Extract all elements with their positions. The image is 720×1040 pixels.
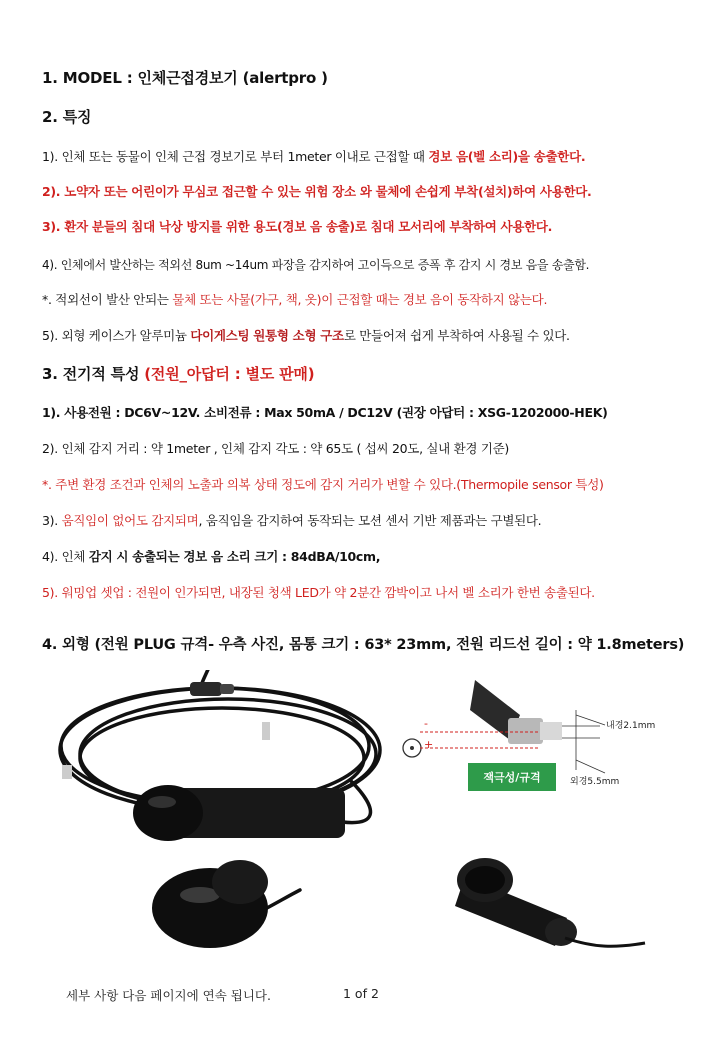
electrical-1: 1). 사용전원 : DC6V~12V. 소비전류 : Max 50mA / DC12V (권장 아답터 : XSG-1202000-HEK) bbox=[42, 405, 608, 420]
feature-note-text: *. 적외선이 발산 안되는 bbox=[42, 292, 173, 307]
appearance-heading: 4. 외형 (전원 PLUG 규격- 우측 사진, 몸통 크기 : 63* 23mm, 전원 리드선 길이 : 약 1.8meters) bbox=[42, 637, 685, 653]
polarity-badge: 잭극성/규격 bbox=[468, 763, 556, 791]
electrical-5: 5). 워밍업 셋업 : 전원이 인가되면, 내장된 청색 LED가 약 2분간 깜박이고 나서 벨 소리가 한번 송출된다. bbox=[42, 585, 595, 600]
electrical-note: *. 주변 환경 조건과 인체의 노출과 의복 상태 정도에 감지 거리가 변할 수 있다.(Thermopile sensor 특성) bbox=[42, 477, 604, 492]
feature-note bbox=[42, 290, 547, 308]
feature-1-text: 1). 인체 또는 동물이 인체 근접 경보기로 부터 1meter 이내로 근접할 때 bbox=[42, 149, 429, 164]
feature-1 bbox=[42, 147, 585, 165]
inner-diameter-label: 내경2.1mm bbox=[606, 721, 656, 731]
sensor-body-illustration bbox=[455, 848, 655, 958]
page-number: 1 of 2 bbox=[343, 986, 379, 1001]
continued-note: 세부 사항 다음 페이지에 연속 됩니다. bbox=[66, 988, 271, 1003]
feature-5-text-a: 5). 외형 케이스가 알루미늄 bbox=[42, 328, 191, 343]
electrical-3 bbox=[42, 511, 541, 529]
feature-5 bbox=[42, 326, 570, 344]
sensor-body-photo bbox=[455, 848, 655, 958]
feature-3: 3). 환자 분들의 침대 낙상 방지를 위한 용도(경보 음 송출)로 침대 모서리에 부착하여 사용한다. bbox=[42, 219, 553, 234]
electrical-2: 2). 인체 감지 거리 : 약 1meter , 인체 감지 각도 : 약 65도 ( 섭씨 20도, 실내 환경 기준) bbox=[42, 441, 509, 456]
outer-diameter-label: 외경5.5mm bbox=[570, 777, 620, 787]
plug-spec-diagram bbox=[400, 670, 690, 795]
electrical-3-text-b: , 움직임을 감지하여 동작되는 모션 센서 기반 제품과는 구별된다. bbox=[198, 513, 542, 528]
electrical-3-highlight: 움직임이 없어도 감지되며 bbox=[61, 513, 199, 528]
plus-symbol: + bbox=[424, 738, 434, 751]
feature-1-highlight: 경보 음(벨 소리)을 송출한다. bbox=[428, 149, 586, 164]
feature-note-highlight: 물체 또는 사물(가구, 책, 옷)이 근접할 때는 경보 음이 동작하지 않는다. bbox=[172, 292, 548, 307]
minus-symbol: - bbox=[424, 717, 428, 730]
feature-5-text-b: 로 만들어져 쉽게 부착하여 사용될 수 있다. bbox=[343, 328, 570, 343]
electrical-heading-note: (전원_아답터 : 별도 판매) bbox=[144, 365, 315, 383]
electrical-4 bbox=[42, 547, 380, 565]
model-heading: 1. MODEL : 인체근접경보기 (alertpro ) bbox=[42, 69, 328, 87]
electrical-4-highlight: 감지 시 송출되는 경보 음 소리 크기 : 84dBA/10cm, bbox=[88, 549, 381, 564]
electrical-3-text-a: 3). bbox=[42, 513, 62, 528]
feature-2: 2). 노약자 또는 어린이가 무심코 접근할 수 있는 위험 장소 와 물체에 손쉽게 부착(설치)하여 사용한다. bbox=[42, 184, 592, 199]
electrical-heading bbox=[42, 363, 314, 384]
electrical-4-text: 4). 인체 bbox=[42, 549, 89, 564]
electrical-heading-text: 3. 전기적 특성 bbox=[42, 365, 145, 383]
product-cable-photo bbox=[50, 670, 390, 950]
feature-4: 4). 인체에서 발산하는 적외선 8um ~14um 파장을 감지하여 고이득으로 증폭 후 감지 시 경보 음을 송출함. bbox=[42, 258, 590, 272]
features-heading: 2. 특징 bbox=[42, 108, 92, 126]
feature-5-highlight: 다이게스팅 원통형 소형 구조 bbox=[190, 328, 344, 343]
product-cable-illustration bbox=[50, 670, 390, 950]
